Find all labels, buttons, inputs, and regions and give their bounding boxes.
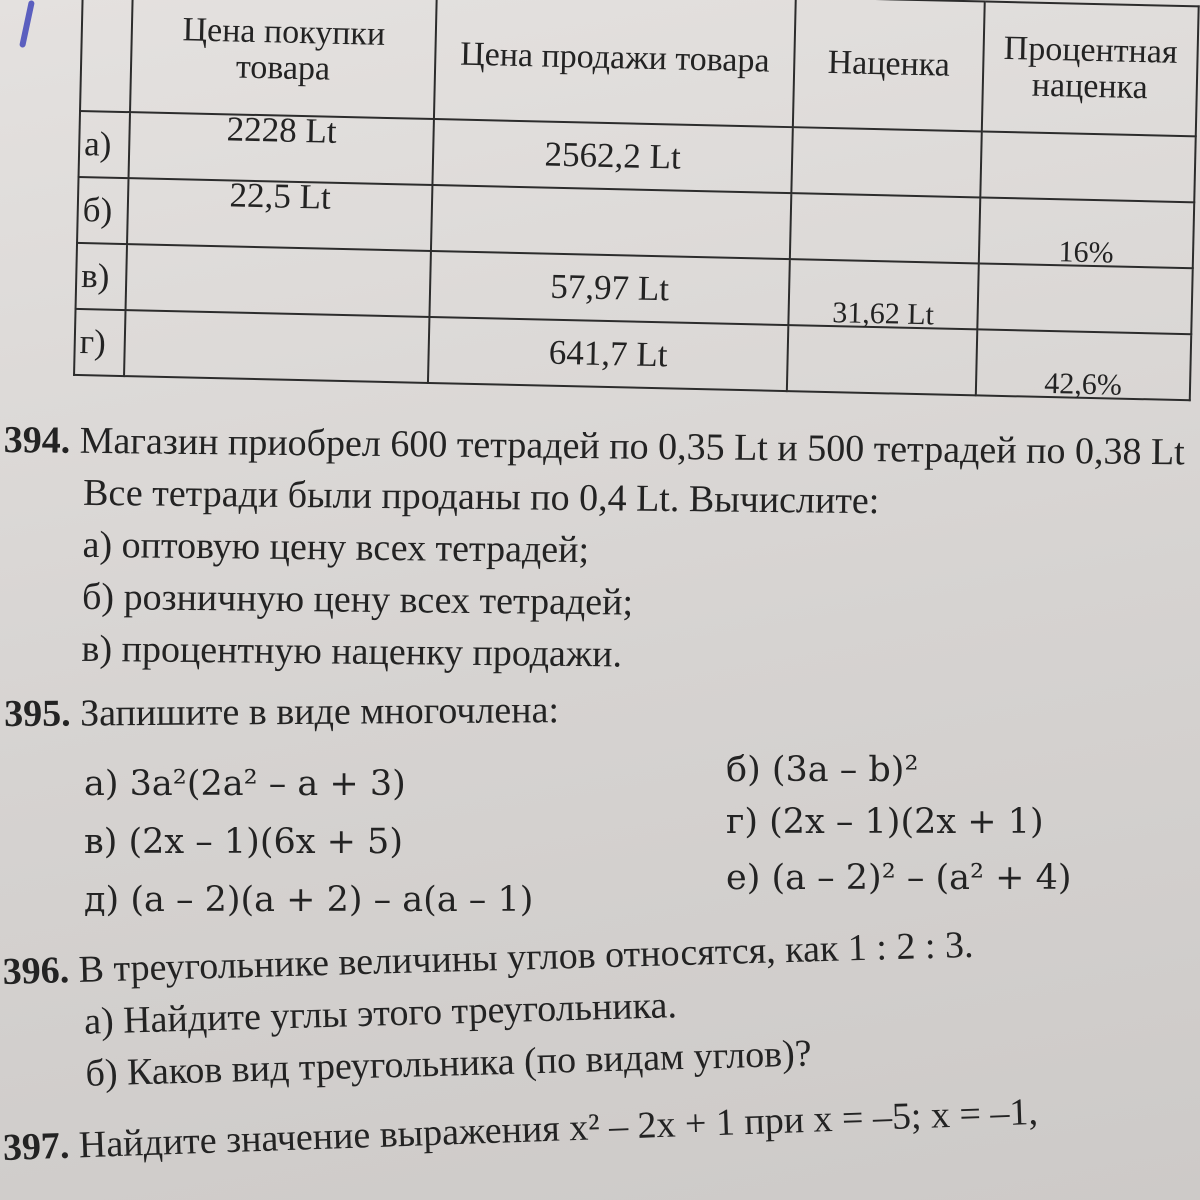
problem-number: 396. — [2, 949, 70, 993]
buy-price-cell — [129, 108, 434, 185]
problem-text: Все тетради были проданы по 0,4 Lt. Вычислите: — [82, 471, 880, 523]
problem-number: 394. — [3, 418, 71, 462]
sell-price-cell: 57,97 Lt — [429, 251, 789, 325]
sell-price-cell — [431, 185, 791, 259]
sell-price: 2562,2 Lt — [544, 134, 682, 177]
problem-396 — [2, 919, 977, 1102]
list-item: а) оптовую цену всех тетрадей; — [82, 523, 590, 572]
problem-text: Найдите значение выражения x² – 2x + 1 при x = –5; x = –1, — [78, 1090, 1039, 1167]
percent-value: 16% — [1058, 235, 1114, 270]
table-header-cell: Наценка — [793, 0, 985, 131]
expression-v: в) (2x – 1)(6x + 5) — [84, 822, 403, 862]
table-header-cell: Процентная наценка — [982, 1, 1199, 136]
problem-397 — [2, 1086, 1039, 1174]
problem-394 — [1, 414, 1185, 686]
buy-price: 2228 Lt — [226, 108, 338, 151]
sell-price-cell — [432, 119, 792, 193]
row-label: г) — [74, 309, 125, 376]
expression-d: д) (a – 2)(a + 2) – a(a – 1) — [84, 880, 534, 920]
markup-table — [73, 0, 1200, 401]
expression-b: б) (3a – b)² — [726, 750, 919, 790]
buy-price-cell — [127, 175, 432, 251]
row-label: а) — [79, 111, 130, 178]
markup-cell — [788, 259, 978, 332]
percent-value: 42,6% — [1043, 367, 1123, 402]
problem-text: Запишите в виде многочлена: — [80, 689, 560, 735]
markup-cell — [790, 193, 980, 263]
markup-cell — [787, 325, 977, 395]
problem-text: В треугольнике величины углов относятся, как 1 : 2 : 3. — [78, 923, 974, 991]
list-item: б) Каков вид треугольника (по видам углов)? — [85, 1032, 813, 1095]
buy-price-cell — [124, 310, 429, 383]
problem-number: 395. — [4, 692, 71, 735]
list-item: в) процентную наценку продажи. — [81, 627, 623, 676]
markup-cell — [791, 127, 981, 197]
percent-cell — [976, 329, 1191, 400]
expression-e: е) (a – 2)² – (a² + 4) — [726, 858, 1072, 898]
percent-cell — [977, 263, 1192, 334]
row-label: б) — [77, 177, 128, 244]
percent-cell — [980, 131, 1195, 202]
sell-price-cell: 641,7 Lt — [428, 317, 788, 391]
markup-value: 31,62 Lt — [831, 296, 935, 332]
table-header-cell: Цена продажи товара — [434, 0, 796, 127]
buy-price-cell — [126, 244, 431, 317]
problem-number: 397. — [2, 1124, 71, 1169]
expression-g: г) (2x – 1)(2x + 1) — [726, 802, 1044, 842]
list-item: б) розничную цену всех тетрадей; — [81, 575, 634, 624]
table-header-cell — [80, 0, 133, 112]
table-header-cell: Цена покупки товара — [130, 0, 437, 119]
problem-text: Магазин приобрел 600 тетрадей по 0,35 Lt и 500 тетрадей по 0,38 Lt — [79, 419, 1185, 474]
problem-395 — [4, 684, 559, 740]
list-item: а) Найдите углы этого треугольника. — [83, 984, 678, 1043]
expression-a: а) 3a²(2a² – a + 3) — [84, 764, 406, 804]
row-label: в) — [76, 243, 127, 310]
percent-cell — [979, 197, 1194, 268]
buy-price: 22,5 Lt — [229, 175, 332, 217]
pen-mark — [19, 0, 35, 48]
